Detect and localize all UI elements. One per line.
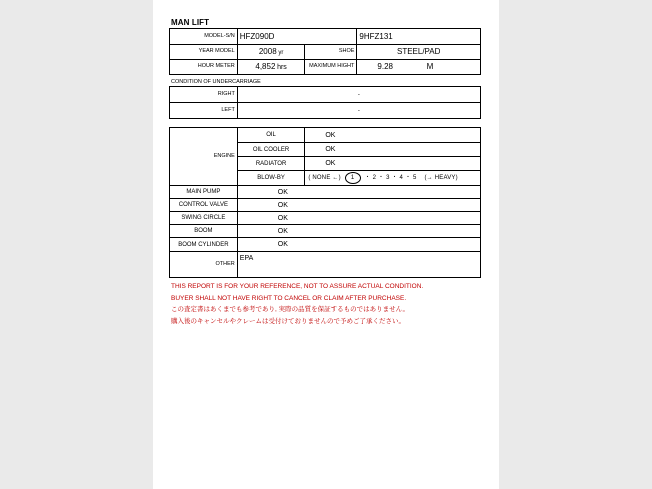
- control-valve-label: CONTROL VALVE: [170, 199, 238, 212]
- condition-row-other: [170, 252, 481, 278]
- engine-label: ENGINE: [170, 128, 238, 186]
- boom-cylinder-value: OK: [237, 238, 480, 252]
- max-height-label: MAXIMUM HIGHT: [305, 60, 357, 75]
- serial-value: 9HFZ131: [357, 29, 481, 45]
- condition-row-oil: [170, 128, 481, 143]
- blowby-scale-rest: ・ 2 ・ 3 ・ 4 ・ 5: [364, 175, 417, 181]
- hour-value: 4,852: [255, 62, 276, 71]
- left-label: LEFT: [170, 103, 238, 119]
- right-value: -: [237, 87, 480, 103]
- right-label: RIGHT: [170, 87, 238, 103]
- condition-row-main-pump: [170, 186, 481, 199]
- boom-label: BOOM: [170, 225, 238, 238]
- report-sheet: [153, 0, 499, 489]
- other-label: OTHER: [170, 252, 238, 278]
- swing-circle-value: OK: [237, 212, 480, 225]
- spec-row-year: [170, 45, 481, 60]
- note-line: 購入後のキャンセルやクレームは受付けておりませんので予めご了承ください。: [171, 317, 405, 325]
- condition-table: [169, 127, 481, 278]
- year-label: YEAR MODEL: [170, 45, 238, 60]
- oil-cooler-label: OIL COOLER: [237, 143, 305, 157]
- boom-value: OK: [237, 225, 480, 238]
- radiator-label: RADIATOR: [237, 157, 305, 171]
- year-unit: yr: [278, 50, 284, 56]
- condition-row-swing-circle: [170, 212, 481, 225]
- disclaimer-notes: [171, 281, 423, 327]
- undercarriage-row-right: [170, 87, 481, 103]
- hour-cell: [237, 60, 305, 75]
- model-sn-label: MODEL-S/N: [170, 29, 238, 45]
- model-value: HFZ090D: [237, 29, 357, 45]
- main-pump-label: MAIN PUMP: [170, 186, 238, 199]
- max-height-value: 9.28: [377, 62, 393, 71]
- blowby-right-text: (→ HEAVY): [424, 175, 458, 181]
- hour-label: HOUR METER: [170, 60, 238, 75]
- note-line: この査定書はあくまでも参考であり, 実際の品質を保証するものではありません。: [171, 306, 410, 313]
- note-line: BUYER SHALL NOT HAVE RIGHT TO CANCEL OR CLAIM AFTER PURCHASE.: [171, 294, 407, 302]
- undercarriage-heading: CONDITION OF UNDERCARRIAGE: [171, 79, 261, 85]
- oil-value: OK: [305, 128, 481, 143]
- hour-unit: hrs: [277, 64, 287, 71]
- blowby-scale: [305, 171, 481, 186]
- blowby-label: BLOW-BY: [237, 171, 305, 186]
- spec-row-hours: [170, 60, 481, 75]
- other-value: EPA: [237, 252, 480, 278]
- undercarriage-table: [169, 86, 481, 119]
- condition-row-boom-cylinder: [170, 238, 481, 252]
- condition-row-control-valve: [170, 199, 481, 212]
- blowby-selected-circle: 1: [345, 172, 361, 184]
- spec-row-model: [170, 29, 481, 45]
- spec-table: [169, 28, 481, 75]
- radiator-value: OK: [305, 157, 481, 171]
- undercarriage-row-left: [170, 103, 481, 119]
- boom-cylinder-label: BOOM CYLINDER: [170, 238, 238, 252]
- shoe-label: SHOE: [305, 45, 357, 60]
- note-line: THIS REPORT IS FOR YOUR REFERENCE, NOT TO ASSURE ACTUAL CONDITION.: [171, 283, 424, 290]
- year-cell: [237, 45, 305, 60]
- control-valve-value: OK: [237, 199, 480, 212]
- max-height-cell: [357, 60, 481, 75]
- blowby-left-text: ( NONE ←): [308, 175, 341, 181]
- condition-row-boom: [170, 225, 481, 238]
- oil-cooler-value: OK: [305, 143, 481, 157]
- shoe-value: STEEL/PAD: [357, 45, 481, 60]
- report-title: MAN LIFT: [171, 18, 210, 27]
- max-height-unit: M: [426, 62, 434, 71]
- left-value: -: [237, 103, 480, 119]
- swing-circle-label: SWING CIRCLE: [170, 212, 238, 225]
- year-value: 2008: [258, 47, 277, 56]
- main-pump-value: OK: [237, 186, 480, 199]
- oil-label: OIL: [237, 128, 305, 143]
